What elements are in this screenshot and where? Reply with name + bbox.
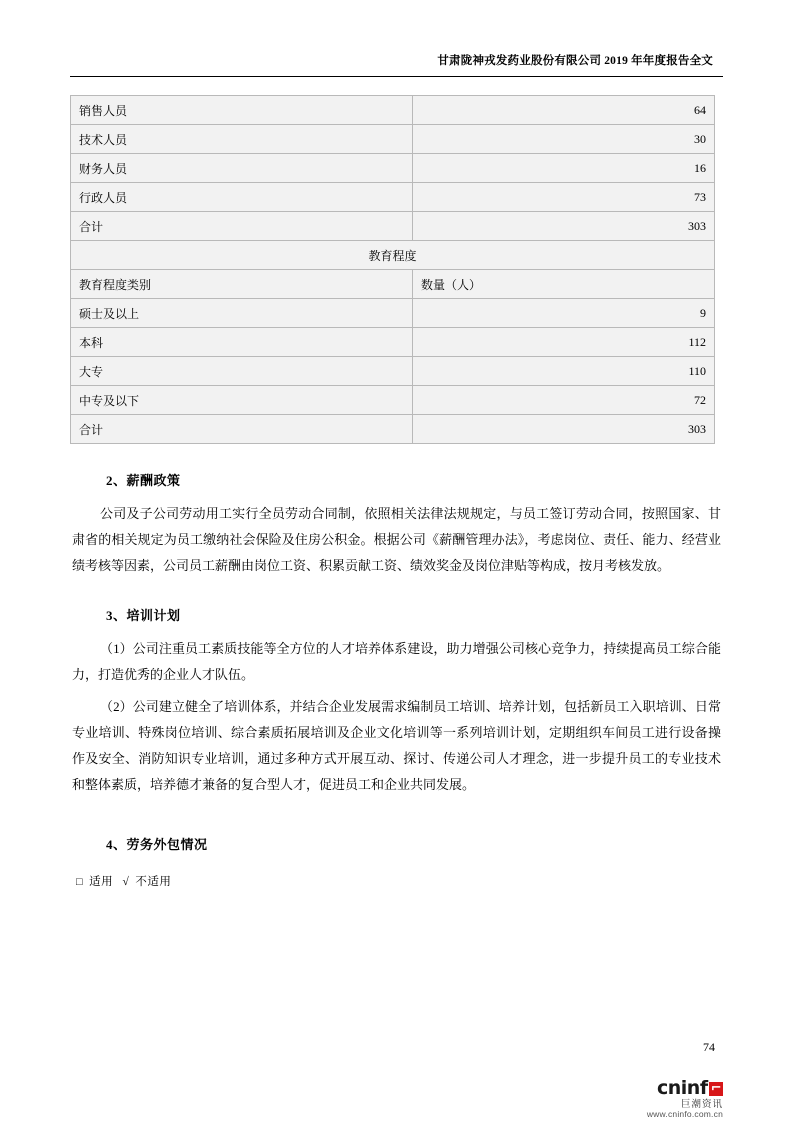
- row-value: 73: [413, 183, 715, 212]
- subheader-value: 数量（人）: [413, 270, 715, 299]
- row-value: 16: [413, 154, 715, 183]
- header-title: 甘肃陇神戎发药业股份有限公司 2019 年年度报告全文: [437, 55, 713, 67]
- row-value: 110: [413, 357, 715, 386]
- table-row: [71, 183, 715, 212]
- table-row: [71, 96, 715, 125]
- table-section-header: 教育程度: [71, 241, 715, 270]
- row-value: 64: [413, 96, 715, 125]
- page-header: [70, 0, 723, 68]
- row-label: 销售人员: [71, 96, 413, 125]
- row-value: 9: [413, 299, 715, 328]
- cninfo-logo: [647, 1078, 723, 1120]
- row-label: 行政人员: [71, 183, 413, 212]
- section-title-training-plan: 3、培训计划: [106, 608, 181, 623]
- table-subheader-row: [71, 270, 715, 299]
- row-value: 112: [413, 328, 715, 357]
- subheader-label: 教育程度类别: [71, 270, 413, 299]
- table-row: [71, 386, 715, 415]
- not-applicable-label: 不适用: [135, 876, 172, 888]
- row-label: 合计: [71, 415, 413, 444]
- logo-chinese-name: 巨潮资讯: [680, 1099, 723, 1110]
- row-label: 中专及以下: [71, 386, 413, 415]
- row-value: 303: [413, 415, 715, 444]
- checkbox-unchecked-icon[interactable]: □: [76, 876, 84, 888]
- table-row: [71, 357, 715, 386]
- table-row: [71, 125, 715, 154]
- section-title-labor-outsourcing: 4、劳务外包情况: [106, 837, 208, 852]
- row-label: 财务人员: [71, 154, 413, 183]
- applicability-note: [76, 873, 723, 889]
- table-row: [71, 299, 715, 328]
- table-row: [71, 415, 715, 444]
- table-section-header-row: [71, 241, 715, 270]
- logo-tail-icon: ⌐: [710, 1081, 721, 1096]
- employee-composition-table: [70, 95, 715, 444]
- row-label: 硕士及以上: [71, 299, 413, 328]
- row-label: 大专: [71, 357, 413, 386]
- table-row: [71, 328, 715, 357]
- section-title-salary-policy: 2、薪酬政策: [106, 473, 181, 488]
- logo-wordmark: [657, 1078, 723, 1099]
- table-row: [71, 154, 715, 183]
- header-divider: [70, 76, 723, 77]
- logo-url: www.cninfo.com.cn: [646, 1109, 723, 1120]
- row-value: 30: [413, 125, 715, 154]
- row-value: 303: [413, 212, 715, 241]
- row-label: 技术人员: [71, 125, 413, 154]
- section-paragraph: （2）公司建立健全了培训体系，并结合企业发展需求编制员工培训、培养计划，包括新员工入职培训、日常专业培训、特殊岗位培训、综合素质拓展培训及企业文化培训等一系列培训计划，定期组织车间员工进行设备操作及安全、消防知识专业培训，通过多种方式开展互动、探讨、传递公司人才理念，进一步提升员工的专业技术和整体素质，培养德才兼备的复合型人才，促进员工和企业共同发展。: [72, 699, 721, 792]
- page-number: 74: [703, 1040, 715, 1054]
- section-paragraph: 公司及子公司劳动用工实行全员劳动合同制，依照相关法律法规规定，与员工签订劳动合同，按照国家、甘肃省的相关规定为员工缴纳社会保险及住房公积金。根据公司《薪酬管理办法》，考虑岗位、责任、能力、经营业绩考核等因素，公司员工薪酬由岗位工资、积累贡献工资、绩效奖金及岗位津贴等构成，按月考核发放。: [72, 506, 721, 573]
- row-value: 72: [413, 386, 715, 415]
- row-label: 合计: [71, 212, 413, 241]
- logo-text: cninf: [656, 1077, 708, 1099]
- section-paragraph: （1）公司注重员工素质技能等全方位的人才培养体系建设，助力增强公司核心竞争力，持续提高员工综合能力，打造优秀的企业人才队伍。: [72, 641, 721, 682]
- row-label: 本科: [71, 328, 413, 357]
- checkmark-icon[interactable]: √: [122, 876, 130, 888]
- table-row: [71, 212, 715, 241]
- applicable-label: 适用: [89, 876, 114, 888]
